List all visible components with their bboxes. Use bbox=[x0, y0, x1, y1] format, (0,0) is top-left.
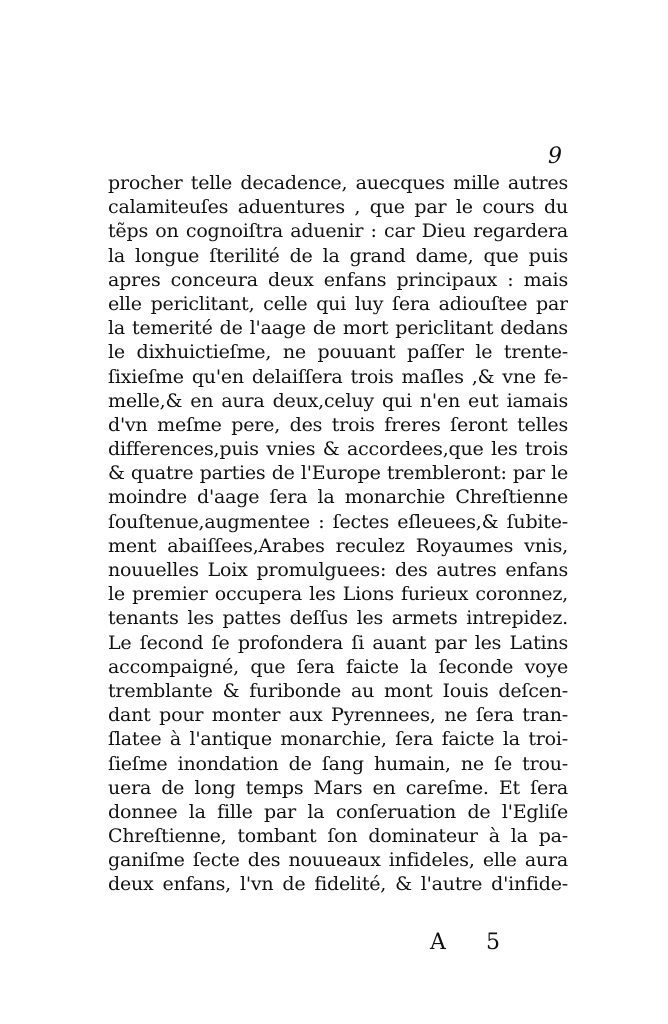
text-line: le dixhuictieſme, ne pouuant paſſer le trente- bbox=[108, 341, 568, 364]
text-line: Le ſecond ſe profondera ſi auant par les Latins bbox=[108, 631, 568, 654]
signature-mark bbox=[430, 932, 500, 954]
text-line: deux enfans, l'vn de fidelité, & l'autre d'infide- bbox=[108, 873, 568, 896]
text-line: elle periclitant, celle qui luy ſera adiouſtee par bbox=[108, 292, 568, 315]
text-line: tẽps on cognoiſtra aduenir : car Dieu regardera bbox=[108, 220, 568, 243]
text-line: ſieſme inondation de ſang humain, ne ſe trou- bbox=[108, 752, 568, 775]
signature-number: 5 bbox=[486, 930, 500, 955]
text-line: ment abaiſſees,Arabes reculez Royaumes vnis, bbox=[108, 534, 568, 557]
text-line: tremblante & furibonde au mont Iouis deſcen- bbox=[108, 679, 568, 702]
text-line: donnee la fille par la conſeruation de l'Egliſe bbox=[108, 800, 568, 823]
text-line: tenants les pattes deſſus les armets intrepidez. bbox=[108, 607, 568, 630]
text-line: apres conceura deux enfans principaux : mais bbox=[108, 268, 568, 291]
signature-letter: A bbox=[430, 930, 446, 955]
text-line: & quatre parties de l'Europe trembleront: par le bbox=[108, 462, 568, 485]
text-line: nouuelles Loix promulguees: des autres enfans bbox=[108, 559, 568, 581]
text-line: differences,puis vnies & accordees,que les trois bbox=[108, 438, 568, 461]
body-text bbox=[108, 171, 568, 897]
text-line: procher telle decadence, auecques mille autres bbox=[108, 172, 568, 194]
text-line: la longue ſterilité de la grand dame, que puis bbox=[108, 244, 568, 267]
text-line: melle,& en aura deux,celuy qui n'en eut iamais bbox=[108, 389, 568, 412]
text-line: Chreſtienne, tombant ſon dominateur à la pa- bbox=[108, 825, 568, 848]
text-line: ganiſme ſecte des nouueaux infideles, elle aura bbox=[108, 849, 568, 872]
text-line: d'vn meſme pere, des trois freres ſeront telles bbox=[108, 413, 568, 436]
text-line: accompaigné, que ſera faicte la ſeconde voye bbox=[108, 655, 568, 678]
page-number: 9 bbox=[548, 144, 562, 169]
text-line: ſouſtenue,augmentee : ſectes eſleuees,& ſubite- bbox=[108, 510, 568, 533]
text-line: ſlatee à l'antique monarchie, ſera faicte la troi- bbox=[108, 728, 568, 751]
text-line: moindre d'aage ſera la monarchie Chreſtienne bbox=[108, 486, 568, 509]
text-line: uera de long temps Mars en careſme. Et ſera bbox=[108, 776, 568, 799]
text-line: calamiteuſes aduentures , que par le cours du bbox=[108, 196, 568, 219]
text-line: la temerité de l'aage de mort periclitant dedans bbox=[108, 317, 568, 340]
text-line: ſixieſme qu'en delaiſſera trois maſles ,& vne fe- bbox=[108, 365, 568, 388]
text-line: le premier occupera les Lions furieux coronnez, bbox=[108, 583, 568, 606]
text-line: dant pour monter aux Pyrennees, ne ſera tran- bbox=[108, 704, 568, 727]
